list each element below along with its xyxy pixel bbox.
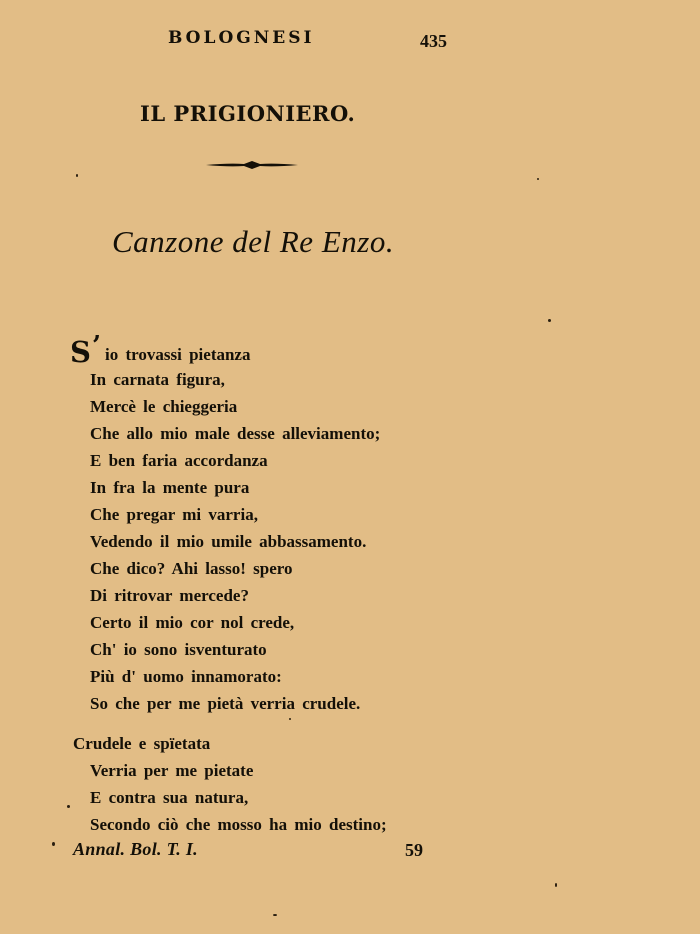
stanza1-line-5: E ben faria accordanza [90,451,268,470]
stanza1-line-11: Certo il mio cor nol crede, [90,613,295,632]
stanza1-line-1 [70,331,251,369]
signature-mark: Annal. Bol. T. I. [73,839,198,859]
stanza1-line-12: Ch' io sono isventurato [90,640,267,659]
paper-speck [273,914,277,916]
paper-speck [548,319,551,322]
page-number: 435 [420,31,447,51]
stanza2-line-1: Crudele e spïetata [73,734,211,753]
stanza1-line-13: Più d' uomo innamorato: [90,667,282,686]
stanza1-line-7: Che pregar mi varria, [90,505,258,524]
drop-cap: S [70,335,91,369]
paper-speck [76,174,78,177]
stanza1-line-3: Mercè le chieggeria [90,397,238,416]
stanza1-line-4: Che allo mio male desse alleviamento; [90,424,381,443]
stanza2-line-4: Secondo ciò che mosso ha mio destino; [90,815,387,834]
stanza1-line-9: Che dico? Ahi lasso! spero [90,559,293,578]
running-head-title: BOLOGNESI [168,28,315,48]
stanza1-line-14: So che per me pietà verria crudele. [90,694,361,713]
stanza1-line-8: Vedendo il mio umile abbassamento. [90,532,367,551]
poem-title: IL PRIGIONIERO. [140,101,356,126]
ornament-divider-icon [206,158,298,172]
stanza2-line-2: Verria per me pietate [90,761,254,780]
paper-speck [289,718,291,720]
paper-speck [52,842,55,846]
stanza1-line-10: Di ritrovar mercede? [90,586,249,605]
stanza1-line-6: In fra la mente pura [90,478,250,497]
paper-speck [537,178,539,180]
verse-text: io trovassi pietanza [105,345,251,364]
drop-cap-apostrophe: ’ [91,331,102,361]
paper-speck [67,805,70,808]
stanza1-line-2: In carnata figura, [90,370,225,389]
stanza2-line-3: E contra sua natura, [90,788,249,807]
signature-number: 59 [405,840,423,860]
poem-subtitle: Canzone del Re Enzo. [112,224,395,259]
paper-speck [555,883,557,887]
